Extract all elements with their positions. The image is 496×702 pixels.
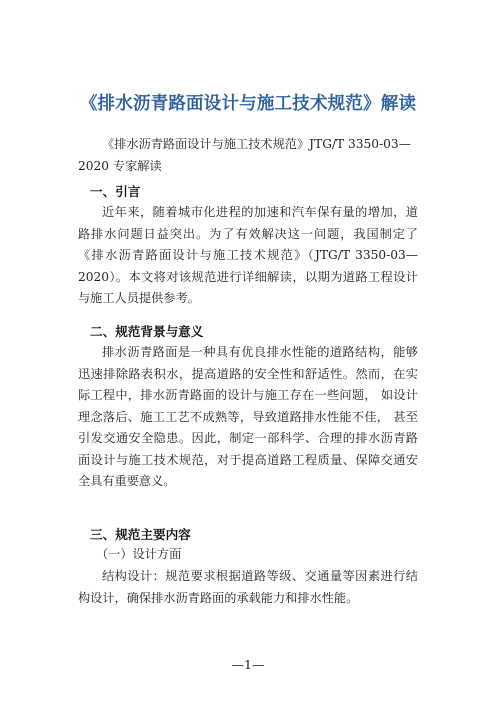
section-paragraph-structural-design: 结构设计：规范要求根据道路等级、交通量等因素进行结构设计，确保排水沥青路面的承载能力和排水性能。	[78, 569, 418, 605]
section-subheading-design: （一）设计方面	[96, 547, 182, 561]
section-heading-background: 二、规范背景与意义	[90, 324, 204, 339]
section-paragraph-introduction: 近年来，随着城市化进程的加速和汽车保有量的增加，道路排水问题日益突出。为了有效解决这一问题，我国制定了《排水沥青路面设计与施工技术规范》（JTG/T 3350-03—2020）。本文将对该规范进行详细解读，以期为道路工程设计与施工人员提供参考。	[78, 205, 418, 305]
section-paragraph-background: 排水沥青路面是一种具有优良排水性能的道路结构，能够迅速排除路表积水，提高道路的安全性和舒适性。然而，在实际工程中，排水沥青路面的设计与施工存在一些问题， 如设计理念落后、施工工艺不成熟等，导致道路排水性能不佳， 甚至引发交通安全隐患。因此，制定一部科学、合理的排水沥青路面设计与施工技术规范，对于提高道路工程质量、保障交通安全具有重要意义。	[78, 345, 418, 488]
page-number: —1—	[231, 657, 265, 672]
document-subtitle: 《排水沥青路面设计与施工技术规范》JTG/T 3350-03—2020 专家解读	[78, 137, 411, 173]
document-title: 《排水沥青路面设计与施工技术规范》解读	[79, 94, 417, 114]
section-heading-main-content: 三、规范主要内容	[90, 527, 191, 542]
section-heading-introduction: 一、引言	[90, 184, 141, 199]
